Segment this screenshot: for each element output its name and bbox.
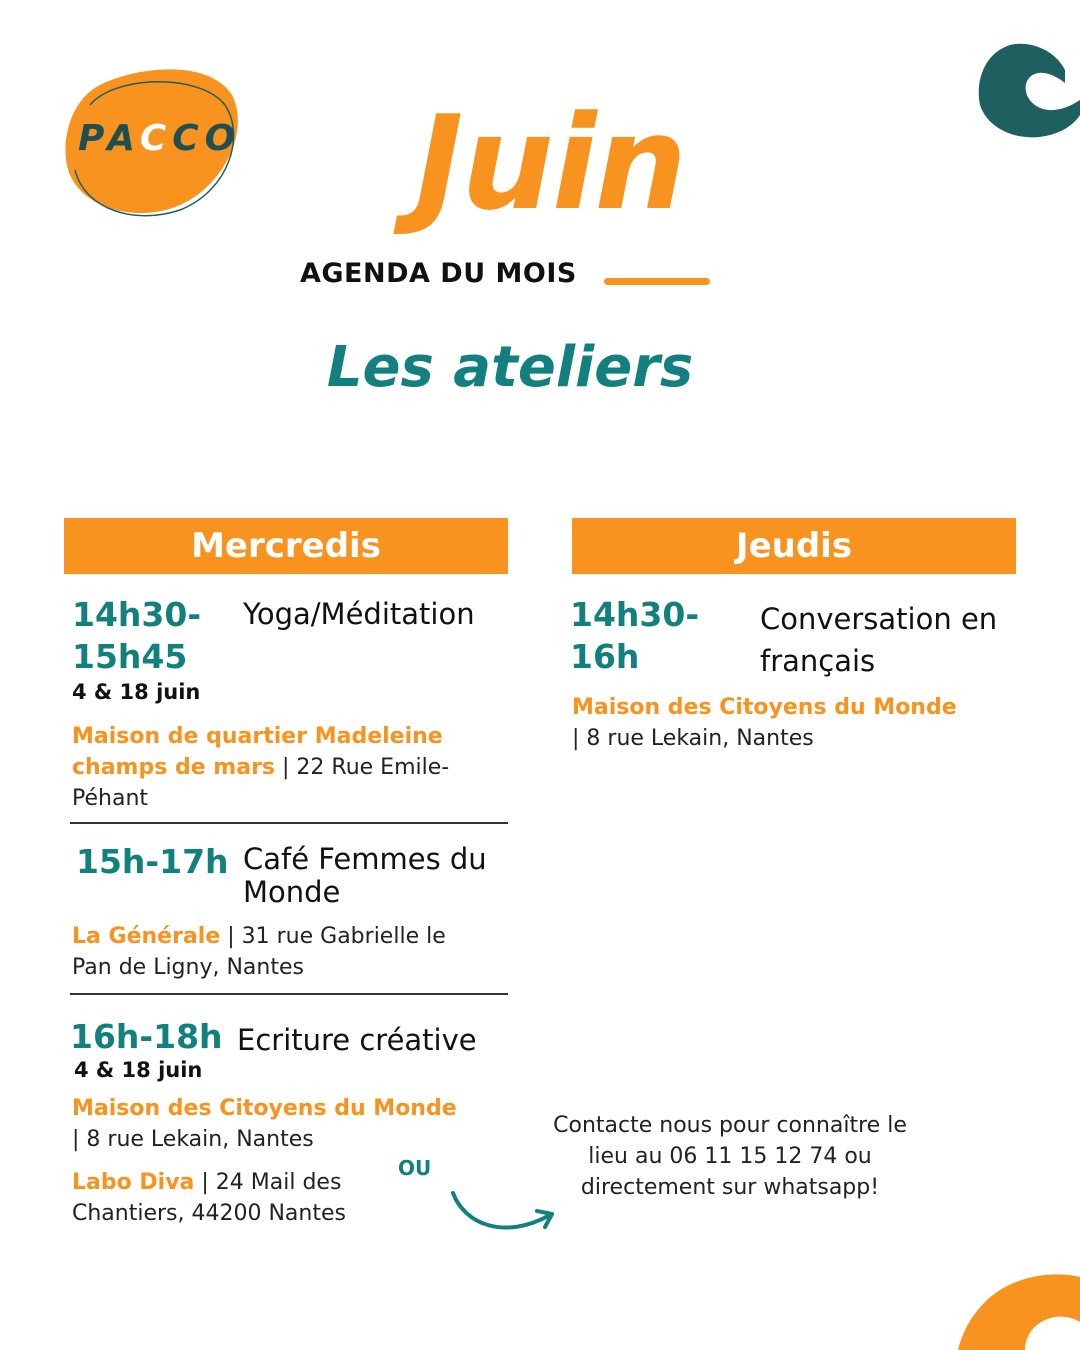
event-time: 14h30- 16h bbox=[570, 595, 700, 676]
event-activity: Conversation en français bbox=[760, 602, 998, 678]
event-dates: 4 & 18 juin bbox=[74, 1058, 203, 1082]
event-activity: Café Femmes du Monde bbox=[243, 842, 487, 909]
event-time: 15h-17h bbox=[76, 842, 229, 881]
corner-c-shape-bottom bbox=[950, 1272, 1080, 1350]
event-time: 14h30- 15h45 bbox=[72, 595, 202, 676]
subtitle-underline bbox=[604, 278, 710, 285]
header-jeudis: Jeudis bbox=[572, 518, 1016, 574]
event-address: Maison des Citoyens du Monde | 8 rue Lekain, Nantes bbox=[72, 1096, 457, 1152]
or-label: OU bbox=[398, 1156, 432, 1180]
event-address: Maison des Citoyens du Monde | 8 rue Lekain, Nantes bbox=[572, 695, 957, 751]
section-title: Les ateliers bbox=[326, 335, 694, 400]
header-mercredis: Mercredis bbox=[64, 518, 508, 574]
event-dates: 4 & 18 juin bbox=[72, 680, 201, 704]
contact-text: Contacte nous pour connaître le lieu au 06 11 15 12 74 ou directement sur whatsapp! bbox=[553, 1113, 907, 1200]
logo-text: PACCO bbox=[78, 118, 242, 159]
agenda-subtitle: AGENDA DU MOIS bbox=[300, 258, 577, 289]
event-time: 16h-18h bbox=[70, 1017, 223, 1056]
event-activity: Yoga/Méditation bbox=[243, 597, 475, 631]
divider bbox=[70, 993, 508, 995]
event-address: Maison de quartier Madeleine champs de mars | 22 Rue Emile-Péhant bbox=[72, 724, 450, 811]
event-activity: Ecriture créative bbox=[237, 1023, 477, 1057]
event-address-alt: Labo Diva | 24 Mail des Chantiers, 44200 Nantes bbox=[72, 1170, 346, 1226]
month-title: Juin bbox=[414, 87, 686, 239]
corner-c-shape-top bbox=[970, 35, 1080, 145]
event-address: La Générale | 31 rue Gabrielle le Pan de Ligny, Nantes bbox=[72, 924, 446, 980]
divider bbox=[70, 822, 508, 824]
